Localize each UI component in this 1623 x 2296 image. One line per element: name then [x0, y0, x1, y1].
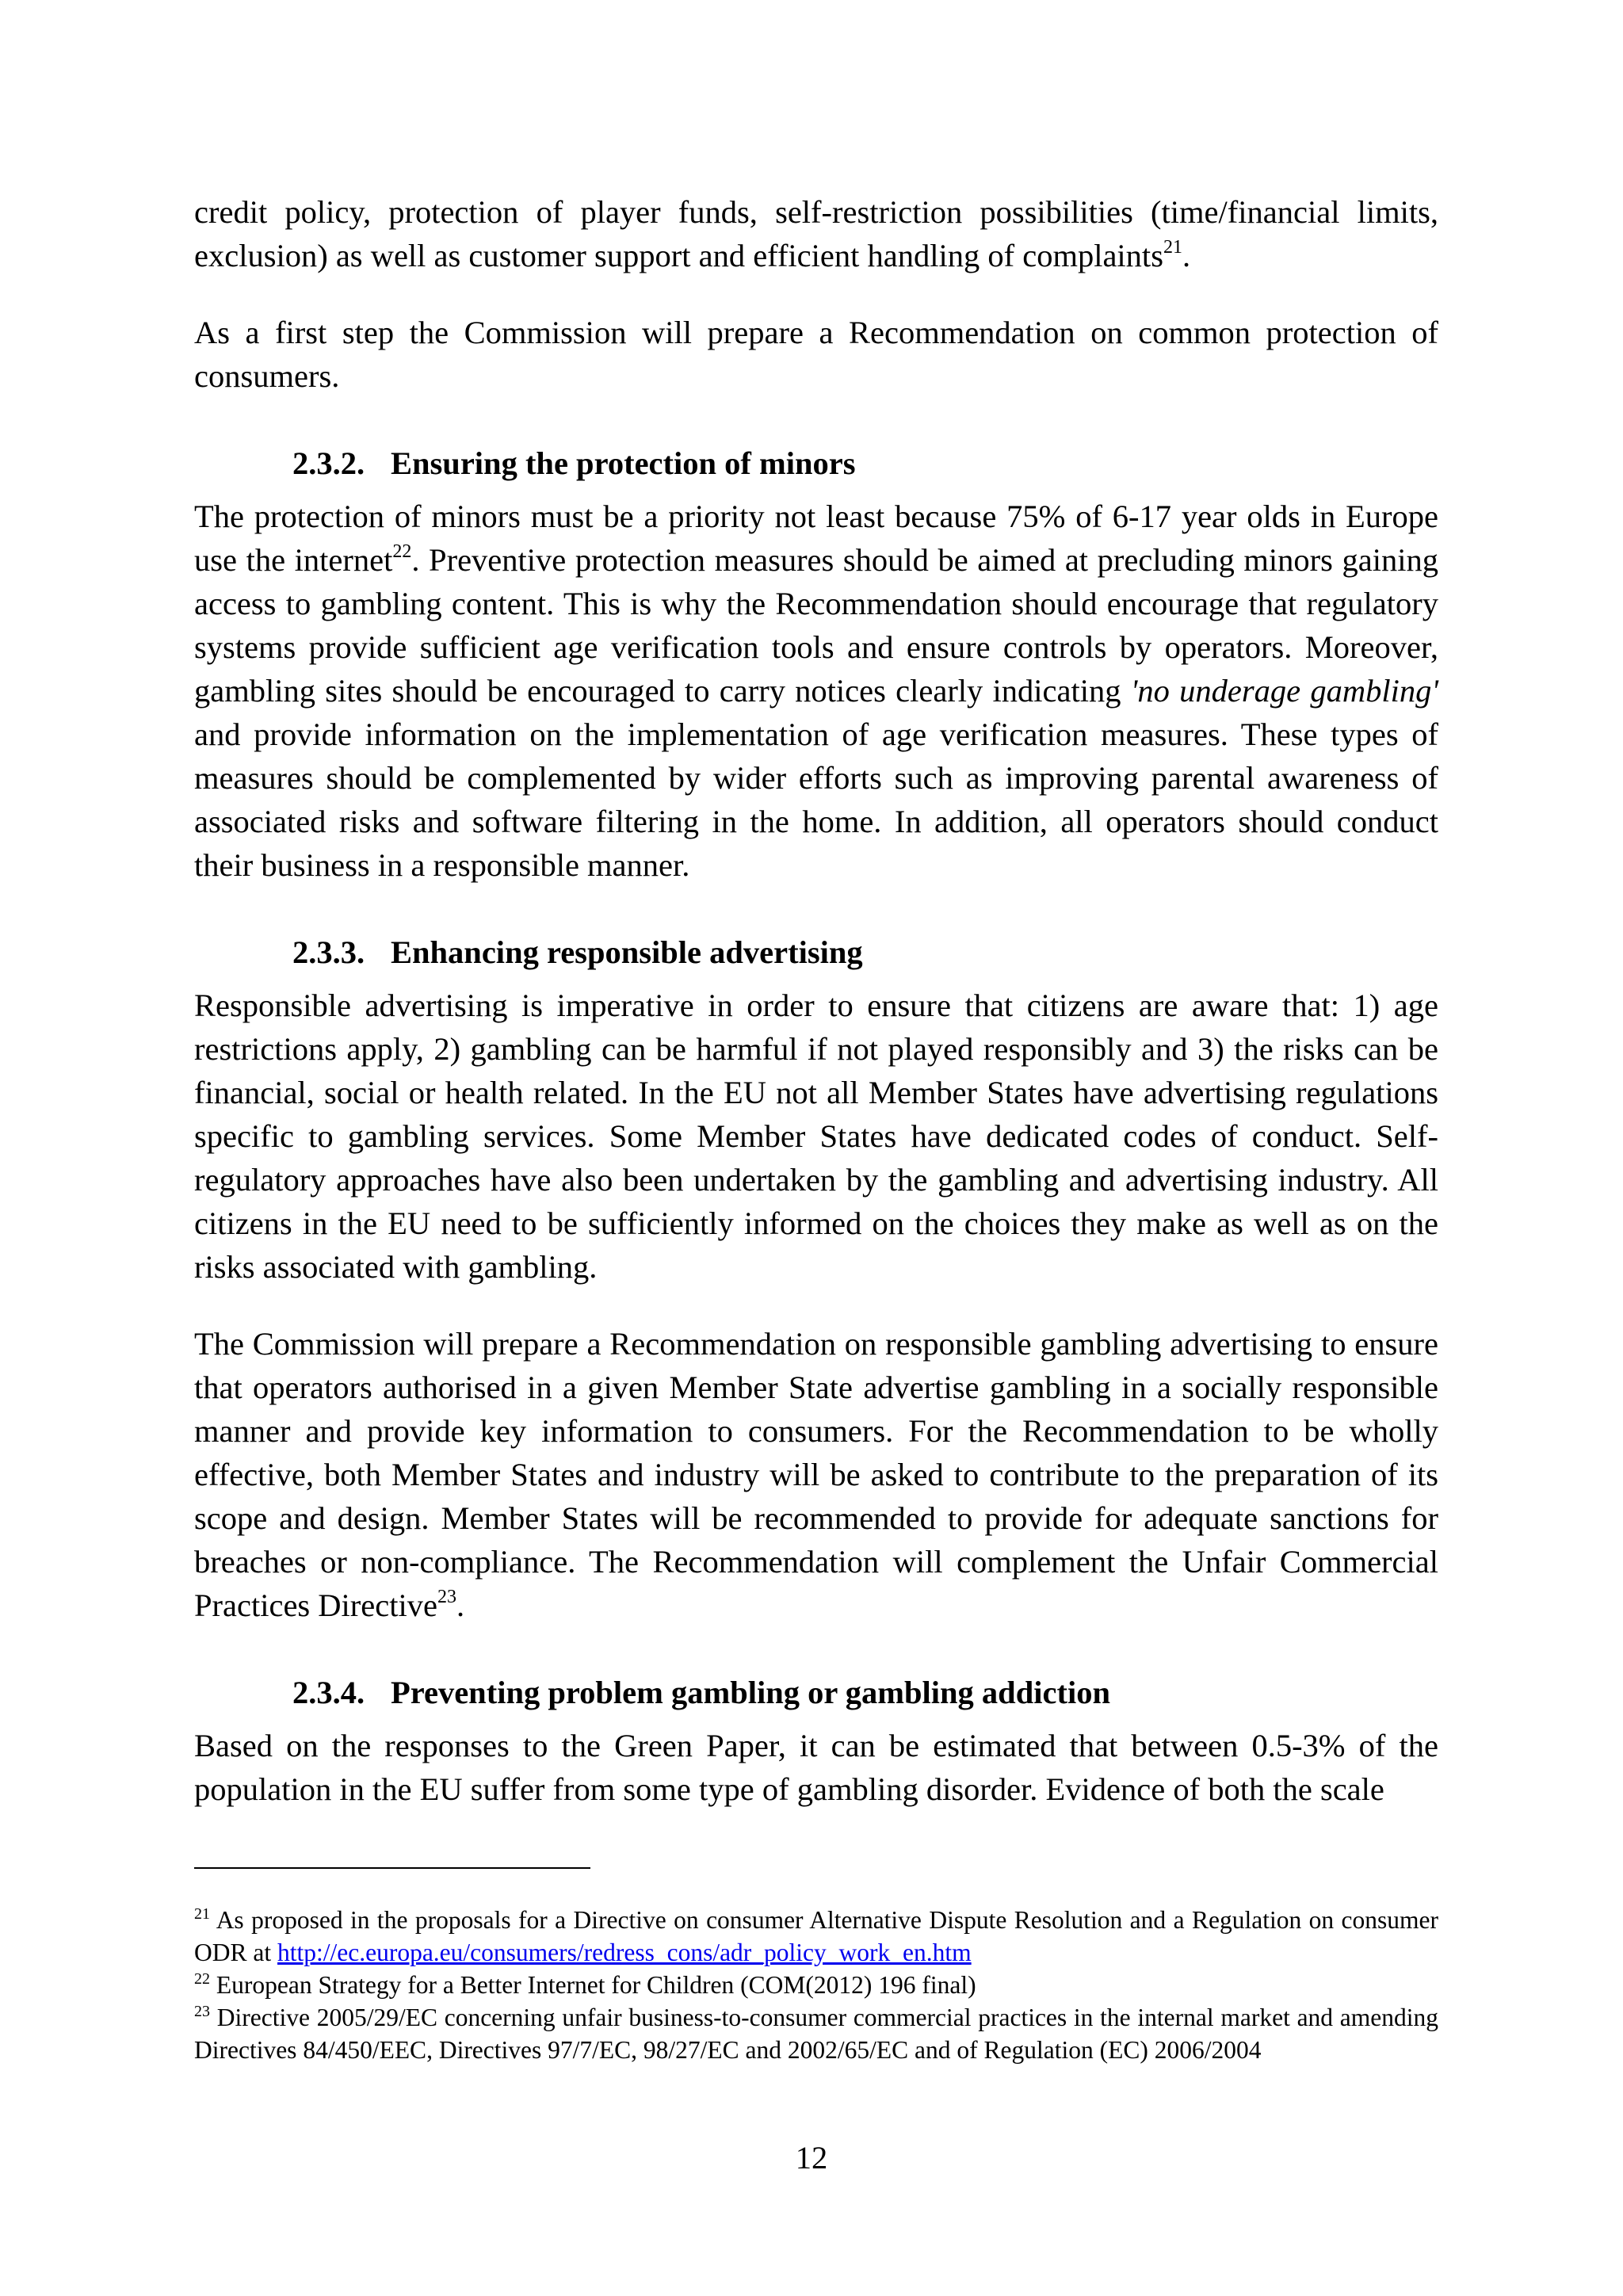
footnote-ref-23[interactable]: 23 — [437, 1587, 456, 1607]
section-number: 2.3.3. — [292, 934, 365, 970]
section-heading-2-3-3 — [194, 930, 1438, 974]
paragraph-text: The protection of minors must be a priority not least because 75% of 6-17 year olds in Europe use the internet — [194, 499, 1438, 578]
paragraph-text: As a first step the Commission will prepare a Recommendation on common protection of consumers. — [194, 315, 1438, 394]
footnote-text: As proposed in the proposals for a Directive on consumer Alternative Dispute Resolution and a Regulation on consumer ODR at — [194, 1906, 1438, 1966]
footnote-ref-22[interactable]: 22 — [392, 541, 412, 562]
section-title: Enhancing responsible advertising — [391, 934, 863, 970]
paragraph-problem-gambling — [194, 1724, 1438, 1811]
paragraph-protection-of-minors — [194, 495, 1438, 887]
section-title: Preventing problem gambling or gambling addiction — [391, 1675, 1110, 1710]
footnote-ref-21[interactable]: 21 — [1163, 237, 1182, 258]
paragraph-consumer-protection-measures — [194, 190, 1438, 277]
section-number: 2.3.2. — [292, 445, 365, 481]
paragraph-responsible-advertising — [194, 984, 1438, 1289]
paragraph-first-step-recommendation — [194, 311, 1438, 398]
section-heading-2-3-4 — [194, 1671, 1438, 1714]
italic-quote: 'no underage gambling' — [1130, 673, 1438, 709]
section-number: 2.3.4. — [292, 1675, 365, 1710]
footnote-23 — [194, 2001, 1438, 2066]
paragraph-advertising-recommendation — [194, 1322, 1438, 1627]
page-number: 12 — [795, 2140, 828, 2176]
footnote-link[interactable]: http://ec.europa.eu/consumers/redress_cons/adr_policy_work_en.htm — [277, 1939, 972, 1966]
paragraph-tail: . — [1182, 238, 1191, 273]
footnote-number: 23 — [194, 2003, 210, 2020]
paragraph-tail: . — [456, 1587, 465, 1623]
footnote-text: European Strategy for a Better Internet for Children (COM(2012) 196 final) — [216, 1971, 976, 1999]
footnote-21 — [194, 1904, 1438, 1969]
paragraph-text: credit policy, protection of player funds, self-restriction possibilities (time/financial limits, exclusion) as well as customer support and efficient handling of complaints — [194, 194, 1438, 273]
paragraph-text: The Commission will prepare a Recommendation on responsible gambling advertising to ensure that operators authorised in a given Member State advertise gambling in a socially responsible manner and provide key information to consumers. For the Recommendation to be wholly effective, both Member States and industry will be asked to contribute to the preparation of its scope and design. Member States will be recommended to provide for adequate sanctions for breaches or non-compliance. The Recommendation will complement the Unfair Commercial Practices Directive — [194, 1326, 1438, 1623]
document-body — [194, 190, 1438, 1844]
paragraph-text: Responsible advertising is imperative in order to ensure that citizens are aware that: 1) age restrictions apply, 2) gambling can be harmful if not played responsibly and 3) the risks can be financial, social or health related. In the EU not all Member States have advertising regulations specific to gambling services. Some Member States have dedicated codes of conduct. Self-regulatory approaches have also been undertaken by the gambling and advertising industry. All citizens in the EU need to be sufficiently informed on the choices they make as well as on the risks associated with gambling. — [194, 988, 1438, 1285]
footnote-number: 21 — [194, 1905, 210, 1923]
footnote-22 — [194, 1969, 1438, 2001]
footnote-divider — [194, 1867, 590, 1869]
paragraph-text: Based on the responses to the Green Paper, it can be estimated that between 0.5-3% of the population in the EU suffer from some type of gambling disorder. Evidence of both the scale — [194, 1728, 1438, 1807]
footnotes — [194, 1904, 1438, 2066]
section-heading-2-3-2 — [194, 441, 1438, 485]
footnote-text: Directive 2005/29/EC concerning unfair business-to-consumer commercial practices in the internal market and amending Directives 84/450/EEC, Directives 97/7/EC, 98/27/EC and 2002/65/EC and of Regulation (EC) 2006/2004 — [194, 2004, 1439, 2064]
footnote-number: 22 — [194, 1970, 210, 1988]
paragraph-text: and provide information on the implementation of age verification measures. These types of measures should be complemented by wider efforts such as improving parental awareness of associated risks and software filtering in the home. In addition, all operators should conduct their business in a responsible manner. — [194, 716, 1438, 883]
paragraph-text: . Preventive protection measures should be aimed at precluding minors gaining access to gambling content. This is why the Recommendation should encourage that regulatory systems provide sufficient age verification tools and ensure controls by operators. Moreover, gambling sites should be encouraged to carry notices clearly indicating — [194, 542, 1438, 709]
section-title: Ensuring the protection of minors — [391, 445, 856, 481]
